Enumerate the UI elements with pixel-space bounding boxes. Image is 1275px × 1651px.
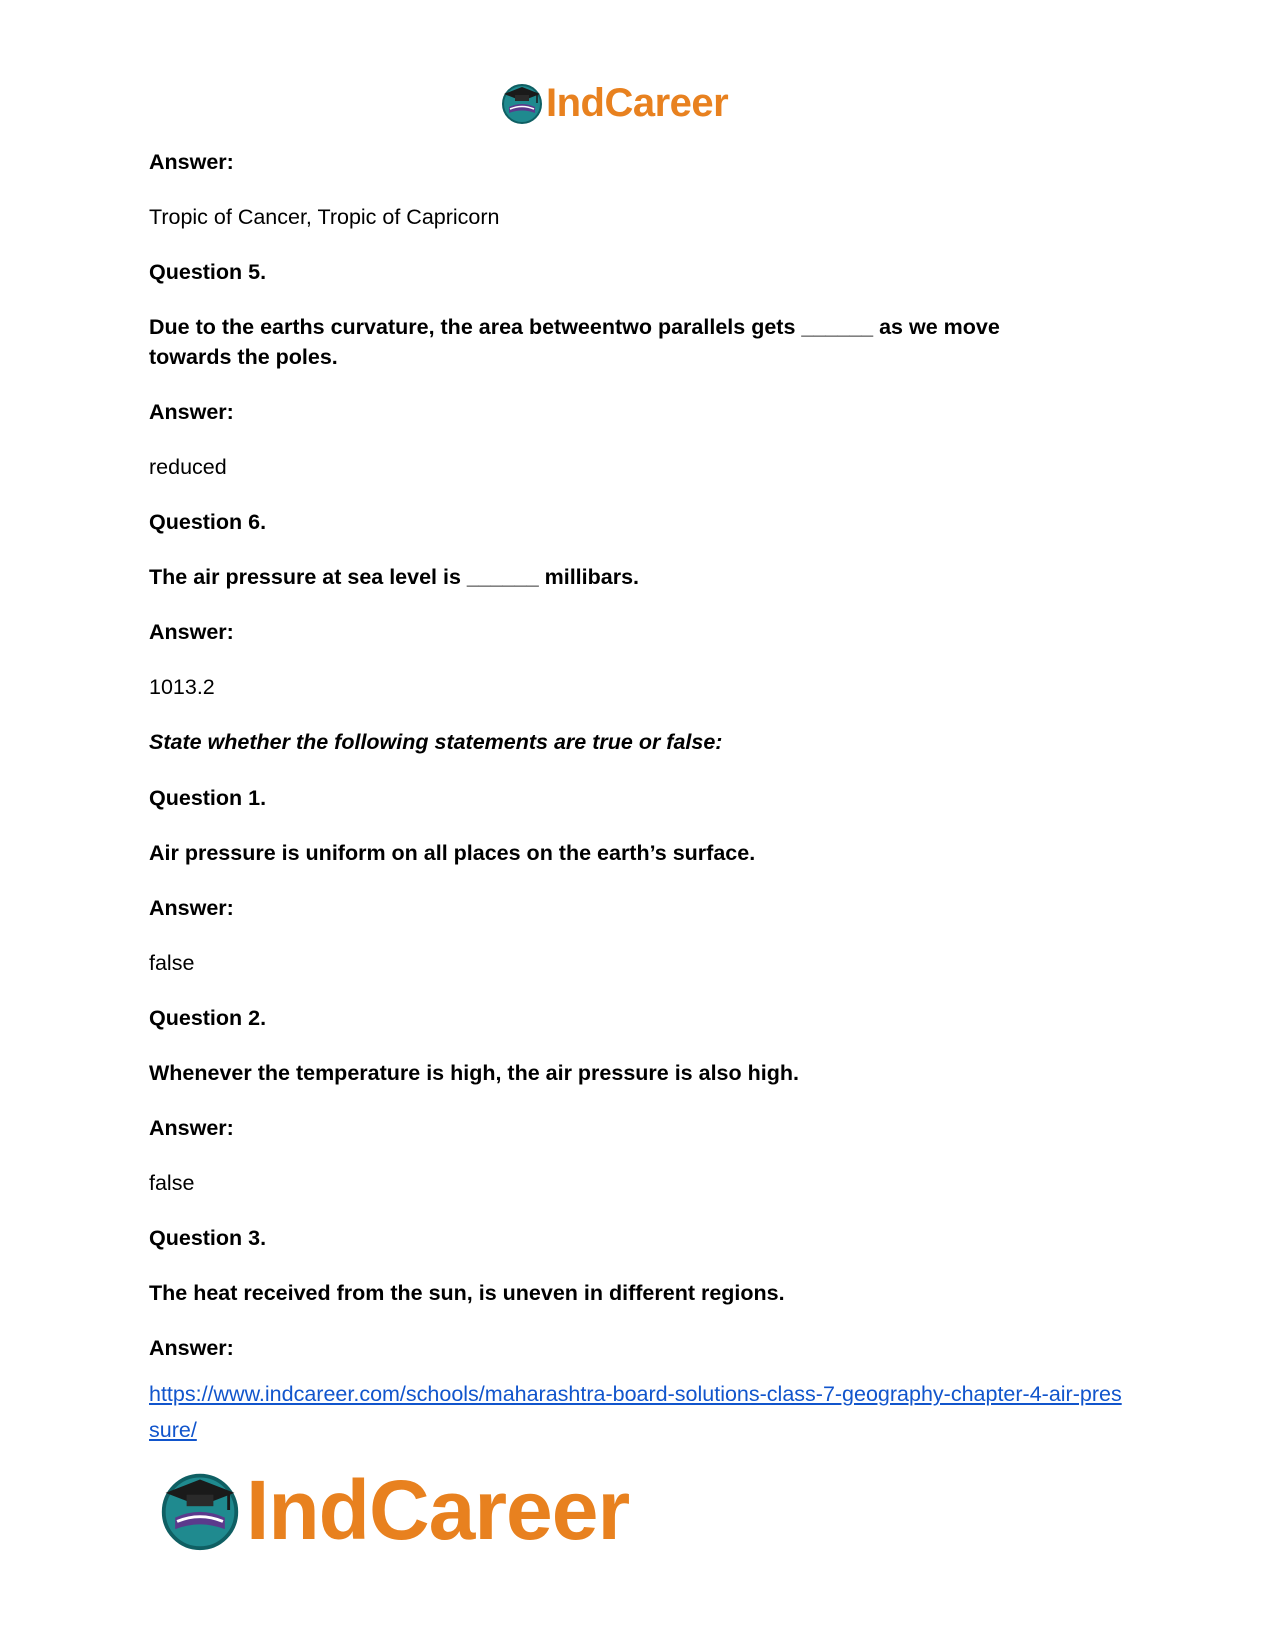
graduation-globe-icon <box>158 1468 242 1552</box>
answer-text: reduced <box>149 455 227 479</box>
answer-label: Answer: <box>149 1116 234 1140</box>
answer-label: Answer: <box>149 620 234 644</box>
source-url-link[interactable]: https://www.indcareer.com/schools/maharashtra-board-solutions-class-7-geography-chapter-4-air-pressure/ <box>149 1382 1122 1442</box>
graduation-globe-icon <box>500 81 544 125</box>
answer-label: Answer: <box>149 1336 234 1360</box>
answer-text: false <box>149 951 195 975</box>
question-label: Question 2. <box>149 1006 267 1030</box>
footer-logo <box>158 1460 698 1560</box>
brand-logo-text: IndCareer <box>546 81 729 125</box>
question-label: Question 3. <box>149 1226 267 1250</box>
question-text: Due to the earths curvature, the area betweentwo parallels gets ______ as we move towards the poles. <box>149 315 1000 369</box>
question-label: Question 1. <box>149 786 267 810</box>
question-text: Air pressure is uniform on all places on the earth’s surface. <box>149 841 756 865</box>
question-text: The heat received from the sun, is uneven in different regions. <box>149 1281 785 1305</box>
header-logo <box>500 78 780 128</box>
answer-label: Answer: <box>149 150 234 174</box>
question-text: The air pressure at sea level is ______ millibars. <box>149 565 640 589</box>
answer-text: Tropic of Cancer, Tropic of Capricorn <box>149 205 500 229</box>
answer-text: false <box>149 1171 195 1195</box>
question-text: Whenever the temperature is high, the air pressure is also high. <box>149 1061 799 1085</box>
answer-label: Answer: <box>149 400 234 424</box>
question-label: Question 5. <box>149 260 267 284</box>
question-label: Question 6. <box>149 510 267 534</box>
brand-logo-text: IndCareer <box>246 1463 630 1557</box>
answer-label: Answer: <box>149 896 234 920</box>
section-heading: State whether the following statements are true or false: <box>149 730 723 754</box>
answer-text: 1013.2 <box>149 675 215 699</box>
